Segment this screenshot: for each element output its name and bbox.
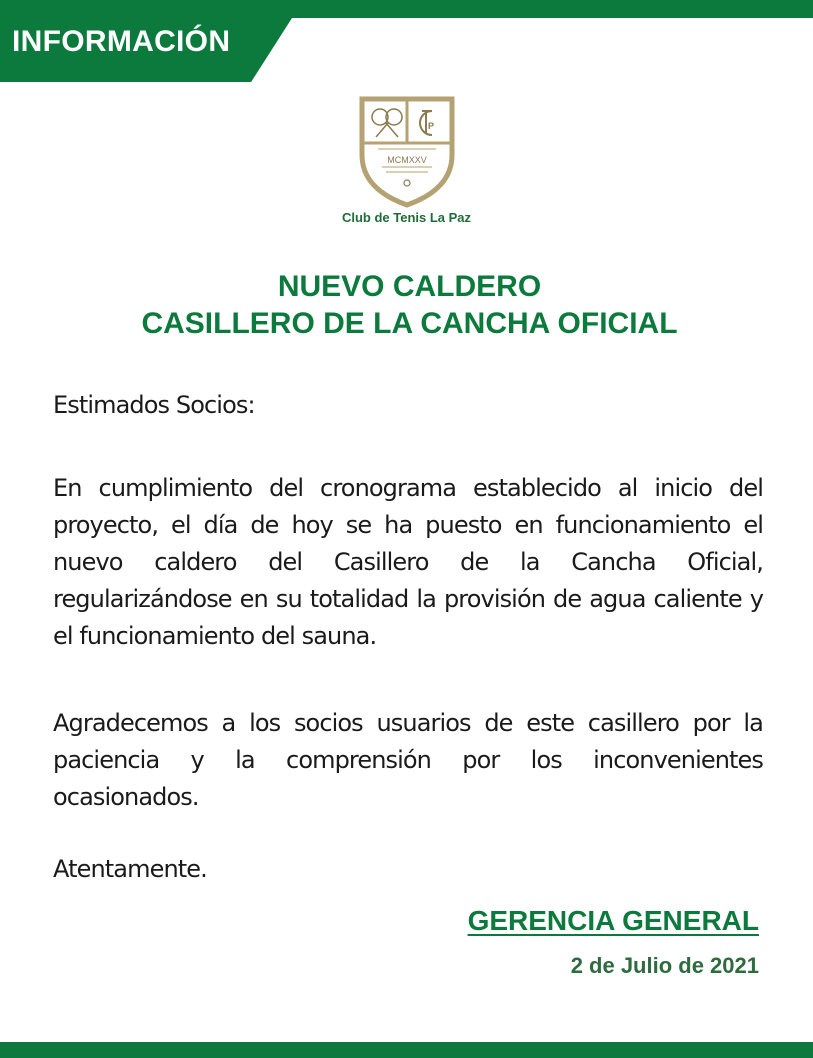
crossed-rackets-icon <box>372 109 402 137</box>
title-line-2: CASILLERO DE LA CANCHA OFICIAL <box>141 307 678 340</box>
tennis-ball-icon <box>404 180 410 186</box>
date: 2 de Julio de 2021 <box>570 953 759 978</box>
closing: Atentamente. <box>53 855 207 883</box>
svg-text:P: P <box>428 121 435 131</box>
paragraph-2: Agradecemos a los socios usuarios de este casillero por la paciencia y la comprensión por los inconvenientes ocasionados. <box>53 709 763 811</box>
club-crest-logo <box>356 93 458 209</box>
greeting: Estimados Socios: <box>53 391 255 419</box>
paragraph-1: En cumplimiento del cronograma establecido al inicio del proyecto, el día de hoy se ha puesto en funcionamiento el nuevo caldero del Casillero de la Cancha Oficial, regularizándose en su totalidad la provisión de agua caliente y el funcionamiento del sauna. <box>53 474 763 650</box>
ctlp-monogram-icon <box>420 111 434 135</box>
crest-year-text: MCMXXV <box>387 155 427 165</box>
information-label: INFORMACIÓN <box>12 25 231 58</box>
title-line-1: NUEVO CALDERO <box>277 270 542 303</box>
signature: GERENCIA GENERAL <box>467 905 759 936</box>
club-name: Club de Tenis La Paz <box>341 210 472 225</box>
bottom-bar <box>0 1042 813 1058</box>
